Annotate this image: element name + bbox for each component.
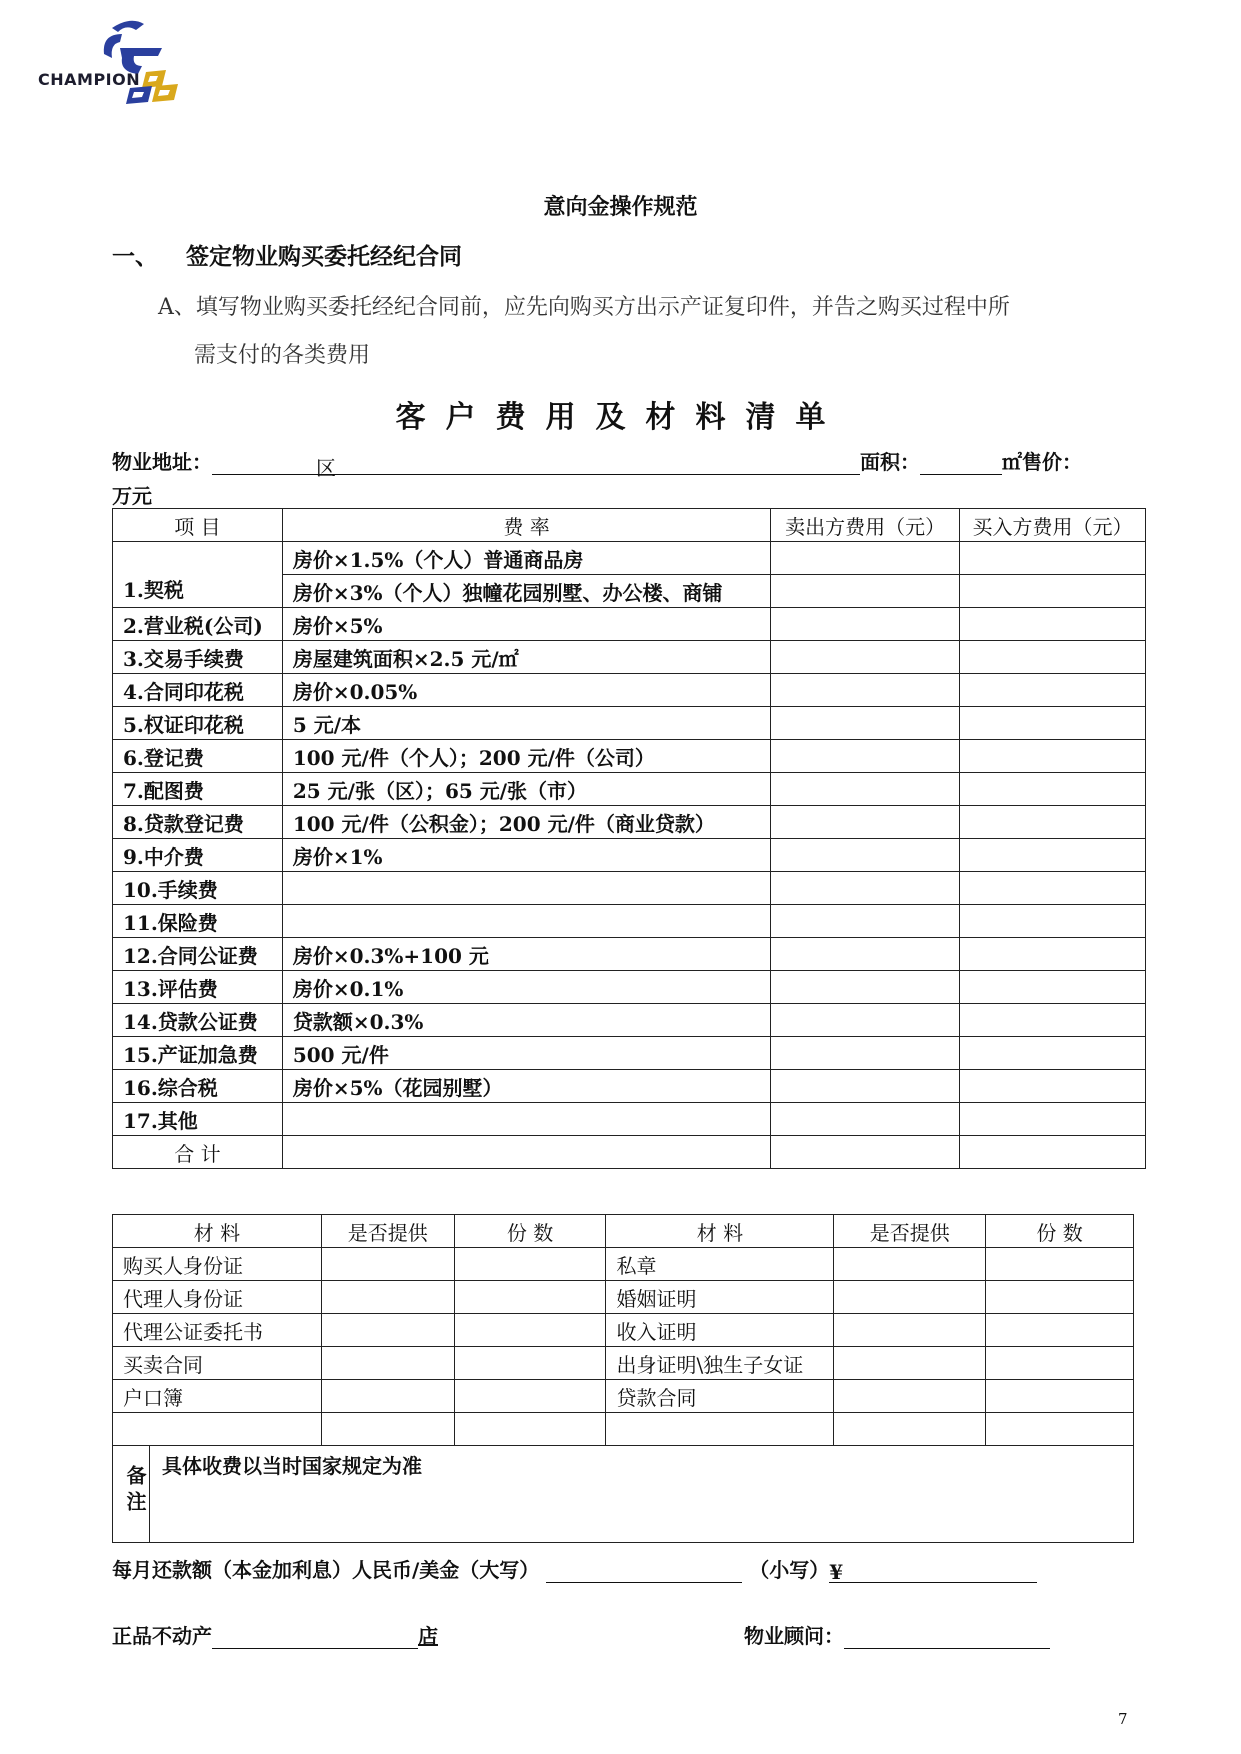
material-right: 出身证明\独生子女证 <box>606 1347 834 1380</box>
page-number: 7 <box>1118 1710 1128 1728</box>
material-left: 代理公证委托书 <box>113 1314 322 1347</box>
total-label: 合 计 <box>113 1136 283 1169</box>
material-right: 婚姻证明 <box>606 1281 834 1314</box>
fee-item: 15.产证加急费 <box>113 1037 283 1070</box>
seller-fee-cell[interactable] <box>771 1004 960 1037</box>
buyer-fee-cell[interactable] <box>960 773 1146 806</box>
advisor-blank[interactable] <box>844 1626 1050 1649</box>
table-row <box>113 938 1146 971</box>
col-buyer-header: 买入方费用（元） <box>960 509 1146 542</box>
seller-fee-cell[interactable] <box>771 674 960 707</box>
fee-item: 7.配图费 <box>113 773 283 806</box>
fee-rate: 房价×0.1% <box>282 971 770 1004</box>
material-right: 贷款合同 <box>606 1380 834 1413</box>
provided-cell[interactable] <box>834 1380 986 1413</box>
buyer-total-cell[interactable] <box>960 1136 1146 1169</box>
table-row <box>113 542 1146 575</box>
area-blank[interactable] <box>920 452 1002 475</box>
seller-fee-cell[interactable] <box>771 542 960 575</box>
address-blank[interactable] <box>212 452 316 475</box>
buyer-fee-cell[interactable] <box>960 1070 1146 1103</box>
col-item-header: 项 目 <box>113 509 283 542</box>
seller-fee-cell[interactable] <box>771 905 960 938</box>
total-row <box>113 1136 1146 1169</box>
fee-item: 12.合同公证费 <box>113 938 283 971</box>
copies-cell[interactable] <box>986 1314 1134 1347</box>
fee-item: 13.评估费 <box>113 971 283 1004</box>
table-row <box>113 872 1146 905</box>
buyer-fee-cell[interactable] <box>960 575 1146 608</box>
fee-rate: 500 元/件 <box>282 1037 770 1070</box>
fee-item: 10.手续费 <box>113 872 283 905</box>
remark-label: 备注 <box>113 1446 150 1542</box>
district-label: 区 <box>316 456 336 480</box>
section-heading <box>112 238 462 271</box>
price-unit: 万元 <box>112 484 152 508</box>
table-row <box>113 674 1146 707</box>
area-label: 面积： <box>860 450 920 474</box>
table-row <box>113 740 1146 773</box>
buyer-fee-cell[interactable] <box>960 905 1146 938</box>
provided-cell[interactable] <box>834 1314 986 1347</box>
seller-fee-cell[interactable] <box>771 707 960 740</box>
material-left: 代理人身份证 <box>113 1281 322 1314</box>
instruction-paragraph <box>158 284 1148 380</box>
deed-tax-rate-2: 房价×3%（个人）独幢花园别墅、办公楼、商铺 <box>282 575 770 608</box>
buyer-fee-cell[interactable] <box>960 1103 1146 1136</box>
table-row <box>113 806 1146 839</box>
fee-item: 16.综合税 <box>113 1070 283 1103</box>
fee-rate: 100 元/件（公积金）；200 元/件（商业贷款） <box>282 806 770 839</box>
advisor-label: 物业顾问： <box>744 1624 844 1648</box>
seller-fee-cell[interactable] <box>771 1037 960 1070</box>
buyer-fee-cell[interactable] <box>960 806 1146 839</box>
paragraph-line-2: 需支付的各类费用 <box>194 343 371 368</box>
company-signature-line <box>112 1620 438 1649</box>
seller-fee-cell[interactable] <box>771 839 960 872</box>
seller-total-cell[interactable] <box>771 1136 960 1169</box>
copies-cell[interactable] <box>986 1248 1134 1281</box>
unit-price-label: ㎡售价： <box>1002 450 1082 474</box>
material-header-left: 材 料 <box>113 1215 322 1248</box>
buyer-fee-cell[interactable] <box>960 740 1146 773</box>
materials-table <box>112 1214 1134 1543</box>
remark-text: 具体收费以当时国家规定为准 <box>162 1454 422 1478</box>
fee-item: 8.贷款登记费 <box>113 806 283 839</box>
fee-item: 14.贷款公证费 <box>113 1004 283 1037</box>
seller-fee-cell[interactable] <box>771 971 960 1004</box>
fee-rate: 房价×5% <box>282 608 770 641</box>
table-row <box>113 1347 1134 1380</box>
fee-rate: 贷款额×0.3% <box>282 1004 770 1037</box>
copies-cell[interactable] <box>454 1248 606 1281</box>
address-line <box>112 446 1082 480</box>
champion-logo-mark <box>34 14 204 114</box>
table-row <box>113 971 1146 1004</box>
provided-cell[interactable] <box>321 1380 454 1413</box>
remark-cell <box>113 1446 1134 1543</box>
table-row <box>113 1413 1134 1446</box>
fee-rate: 房价×5%（花园别墅） <box>282 1070 770 1103</box>
buyer-fee-cell[interactable] <box>960 641 1146 674</box>
copies-cell[interactable] <box>454 1380 606 1413</box>
payment-amount-blank[interactable] <box>829 1560 1037 1583</box>
buyer-fee-cell[interactable] <box>960 608 1146 641</box>
address-label: 物业地址： <box>112 450 212 474</box>
buyer-fee-cell[interactable] <box>960 872 1146 905</box>
store-label: 店 <box>418 1624 438 1648</box>
district-blank[interactable] <box>316 452 860 480</box>
branch-blank[interactable] <box>212 1626 418 1649</box>
advisor-signature-line <box>744 1620 1050 1649</box>
table-row <box>113 1248 1134 1281</box>
fee-item: 2.营业税(公司) <box>113 608 283 641</box>
materials-header <box>113 1215 1134 1248</box>
company-label: 正品不动产 <box>112 1624 212 1648</box>
material-right <box>606 1413 834 1446</box>
provided-cell[interactable] <box>321 1281 454 1314</box>
fee-rate: 25 元/张（区）；65 元/张（市） <box>282 773 770 806</box>
buyer-fee-cell[interactable] <box>960 707 1146 740</box>
fee-item: 4.合同印花税 <box>113 674 283 707</box>
material-left: 购买人身份证 <box>113 1248 322 1281</box>
provided-cell[interactable] <box>834 1281 986 1314</box>
table-row <box>113 1070 1146 1103</box>
table-row <box>113 1103 1146 1136</box>
monthly-payment-line <box>112 1554 1037 1583</box>
provided-header-left: 是否提供 <box>321 1215 454 1248</box>
material-right: 私章 <box>606 1248 834 1281</box>
copies-cell[interactable] <box>454 1413 606 1446</box>
fee-item: 9.中介费 <box>113 839 283 872</box>
material-header-right: 材 料 <box>606 1215 834 1248</box>
copies-header-right: 份 数 <box>986 1215 1134 1248</box>
copies-cell[interactable] <box>454 1281 606 1314</box>
logo-text: CHAMPION <box>38 70 141 89</box>
provided-cell[interactable] <box>834 1413 986 1446</box>
copies-cell[interactable] <box>454 1314 606 1347</box>
copies-cell[interactable] <box>986 1380 1134 1413</box>
payment-label: 每月还款额（本金加利息）人民币/美金（大写） <box>112 1558 540 1582</box>
table-row <box>113 1380 1134 1413</box>
copies-cell[interactable] <box>454 1347 606 1380</box>
fee-table-header <box>113 509 1146 542</box>
fee-item: 6.登记费 <box>113 740 283 773</box>
fee-rate: 房价×0.3%+100 元 <box>282 938 770 971</box>
material-left: 买卖合同 <box>113 1347 322 1380</box>
buyer-fee-cell[interactable] <box>960 542 1146 575</box>
deed-tax-rate-1: 房价×1.5%（个人）普通商品房 <box>282 542 770 575</box>
paragraph-line-1: A、填写物业购买委托经纪合同前，应先向购买方出示产证复印件，并告之购买过程中所 <box>158 295 1010 320</box>
copies-header-left: 份 数 <box>454 1215 606 1248</box>
seller-fee-cell[interactable] <box>771 773 960 806</box>
seller-fee-cell[interactable] <box>771 806 960 839</box>
section-number: 一、 <box>112 243 158 270</box>
table-row <box>113 641 1146 674</box>
table-row <box>113 905 1146 938</box>
total-rate-cell <box>282 1136 770 1169</box>
fee-rate <box>282 905 770 938</box>
provided-header-right: 是否提供 <box>834 1215 986 1248</box>
fee-item: 11.保险费 <box>113 905 283 938</box>
fee-item: 3.交易手续费 <box>113 641 283 674</box>
buyer-fee-cell[interactable] <box>960 674 1146 707</box>
copies-cell[interactable] <box>986 1347 1134 1380</box>
seller-fee-cell[interactable] <box>771 608 960 641</box>
document-title: 意向金操作规范 <box>543 194 698 220</box>
fee-table <box>112 508 1146 1169</box>
fee-rate: 5 元/本 <box>282 707 770 740</box>
fee-rate: 100 元/件（个人）；200 元/件（公司） <box>282 740 770 773</box>
table-row <box>113 1314 1134 1347</box>
fee-item: 5.权证印花税 <box>113 707 283 740</box>
table-row <box>113 839 1146 872</box>
table-row <box>113 1037 1146 1070</box>
buyer-fee-cell[interactable] <box>960 1004 1146 1037</box>
buyer-fee-cell[interactable] <box>960 1037 1146 1070</box>
currency-symbol: ¥ <box>829 1560 844 1584</box>
buyer-fee-cell[interactable] <box>960 938 1146 971</box>
fee-rate <box>282 1103 770 1136</box>
material-left: 户口簿 <box>113 1380 322 1413</box>
form-title: 客户费用及材料清单 <box>395 400 846 435</box>
col-rate-header: 费 率 <box>282 509 770 542</box>
seller-fee-cell[interactable] <box>771 938 960 971</box>
seller-fee-cell[interactable] <box>771 641 960 674</box>
seller-fee-cell[interactable] <box>771 1070 960 1103</box>
copies-cell[interactable] <box>986 1413 1134 1446</box>
buyer-fee-cell[interactable] <box>960 839 1146 872</box>
fee-rate: 房价×1% <box>282 839 770 872</box>
fee-rate: 房价×0.05% <box>282 674 770 707</box>
provided-cell[interactable] <box>834 1347 986 1380</box>
section-title: 签定物业购买委托经纪合同 <box>186 243 462 270</box>
payment-small-label: （小写） <box>749 1558 830 1582</box>
remark-row <box>113 1446 1134 1543</box>
deed-tax-item: 1.契税 <box>113 542 283 608</box>
table-row <box>113 608 1146 641</box>
provided-cell[interactable] <box>321 1413 454 1446</box>
payment-uppercase-blank[interactable] <box>546 1560 742 1583</box>
col-seller-header: 卖出方费用（元） <box>771 509 960 542</box>
table-row <box>113 773 1146 806</box>
buyer-fee-cell[interactable] <box>960 971 1146 1004</box>
provided-cell[interactable] <box>834 1248 986 1281</box>
seller-fee-cell[interactable] <box>771 1103 960 1136</box>
table-row <box>113 1281 1134 1314</box>
provided-cell[interactable] <box>321 1314 454 1347</box>
fee-item: 17.其他 <box>113 1103 283 1136</box>
provided-cell[interactable] <box>321 1347 454 1380</box>
seller-fee-cell[interactable] <box>771 575 960 608</box>
seller-fee-cell[interactable] <box>771 872 960 905</box>
table-row <box>113 1004 1146 1037</box>
company-logo <box>34 14 204 114</box>
fee-rate <box>282 872 770 905</box>
fee-rate: 房屋建筑面积×2.5 元/㎡ <box>282 641 770 674</box>
seller-fee-cell[interactable] <box>771 740 960 773</box>
table-row <box>113 707 1146 740</box>
material-left <box>113 1413 322 1446</box>
material-right: 收入证明 <box>606 1314 834 1347</box>
provided-cell[interactable] <box>321 1248 454 1281</box>
copies-cell[interactable] <box>986 1281 1134 1314</box>
